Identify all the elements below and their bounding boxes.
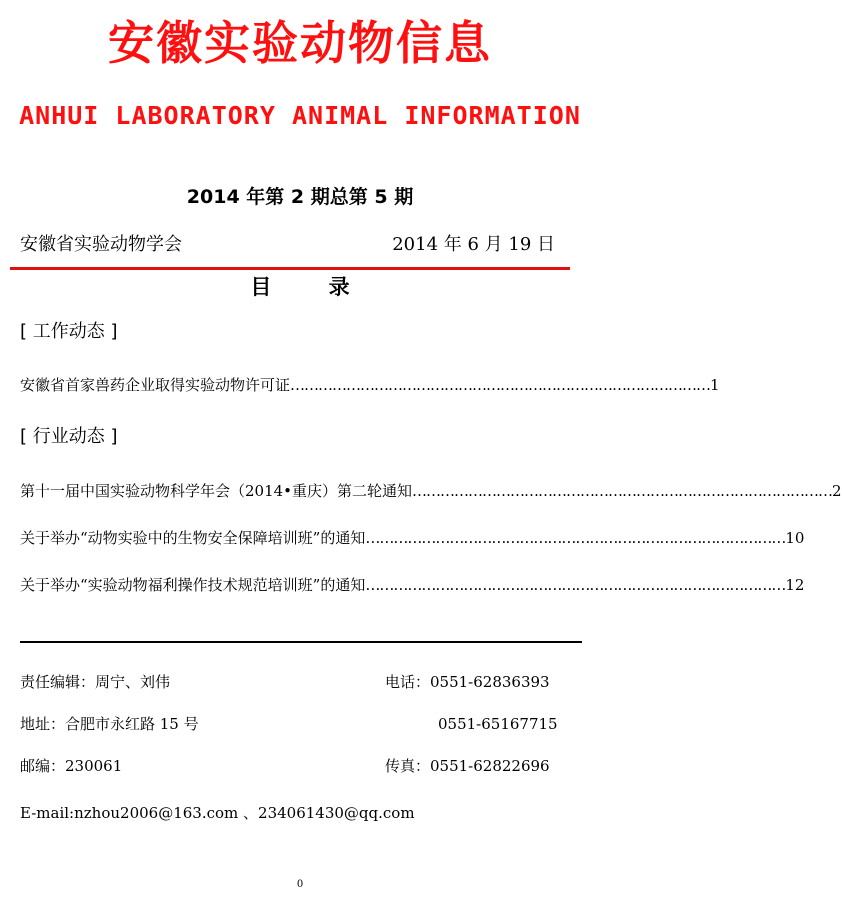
toc-entry-text: 关于举办“实验动物福利操作技术规范培训班”的通知: [20, 576, 366, 594]
toc-entry-text: 关于举办“动物实验中的生物安全保障培训班”的通知: [20, 529, 366, 547]
fax: 传真：0551-62822696: [385, 757, 550, 775]
toc-entry[interactable]: [20, 479, 842, 503]
toc-entry-page: 2: [832, 482, 842, 500]
postcode: 邮编：230061: [20, 757, 123, 775]
phone-2: 0551-65167715: [438, 715, 558, 733]
section-work-news: [ 工作动态 ]: [20, 321, 118, 342]
toc-entry[interactable]: [20, 373, 720, 397]
email[interactable]: E-mail:nzhou2006@163.com 、234061430@qq.com: [20, 804, 415, 822]
editors: 责任编辑：周宁、刘伟: [20, 673, 171, 691]
issue-number: 2014 年第 2 期总第 5 期: [186, 186, 414, 208]
toc-entry-text: 安徽省首家兽药企业取得实验动物许可证: [20, 376, 291, 394]
publisher-society: 安徽省实验动物学会: [20, 234, 182, 255]
phone-1: 电话：0551-62836393: [385, 673, 550, 691]
journal-title-cn: 安徽实验动物信息: [108, 16, 492, 70]
toc-entry-page: 12: [785, 576, 805, 594]
section-industry-news: [ 行业动态 ]: [20, 426, 118, 447]
toc-leader-dots: ………………………………………………………………………………: [365, 576, 786, 594]
publish-date: 2014 年 6 月 19 日: [392, 234, 555, 255]
toc-leader-dots: ………………………………………………………………………………: [412, 482, 833, 500]
toc-entry-page: 10: [785, 529, 805, 547]
contact-divider: [20, 641, 582, 643]
toc-entry[interactable]: [20, 526, 805, 550]
toc-entry-page: 1: [710, 376, 720, 394]
toc-entry-text: 第十一届中国实验动物科学年会（2014•重庆）第二轮通知: [20, 482, 413, 500]
page-number: 0: [296, 879, 304, 890]
toc-entry[interactable]: [20, 573, 805, 597]
header-divider: [10, 267, 570, 270]
journal-title-en: ANHUI LABORATORY ANIMAL INFORMATION: [19, 101, 581, 130]
toc-title: 目 录: [250, 275, 350, 299]
toc-leader-dots: ………………………………………………………………………………: [365, 529, 786, 547]
address: 地址：合肥市永红路 15 号: [20, 715, 199, 733]
toc-leader-dots: ………………………………………………………………………………: [290, 376, 711, 394]
